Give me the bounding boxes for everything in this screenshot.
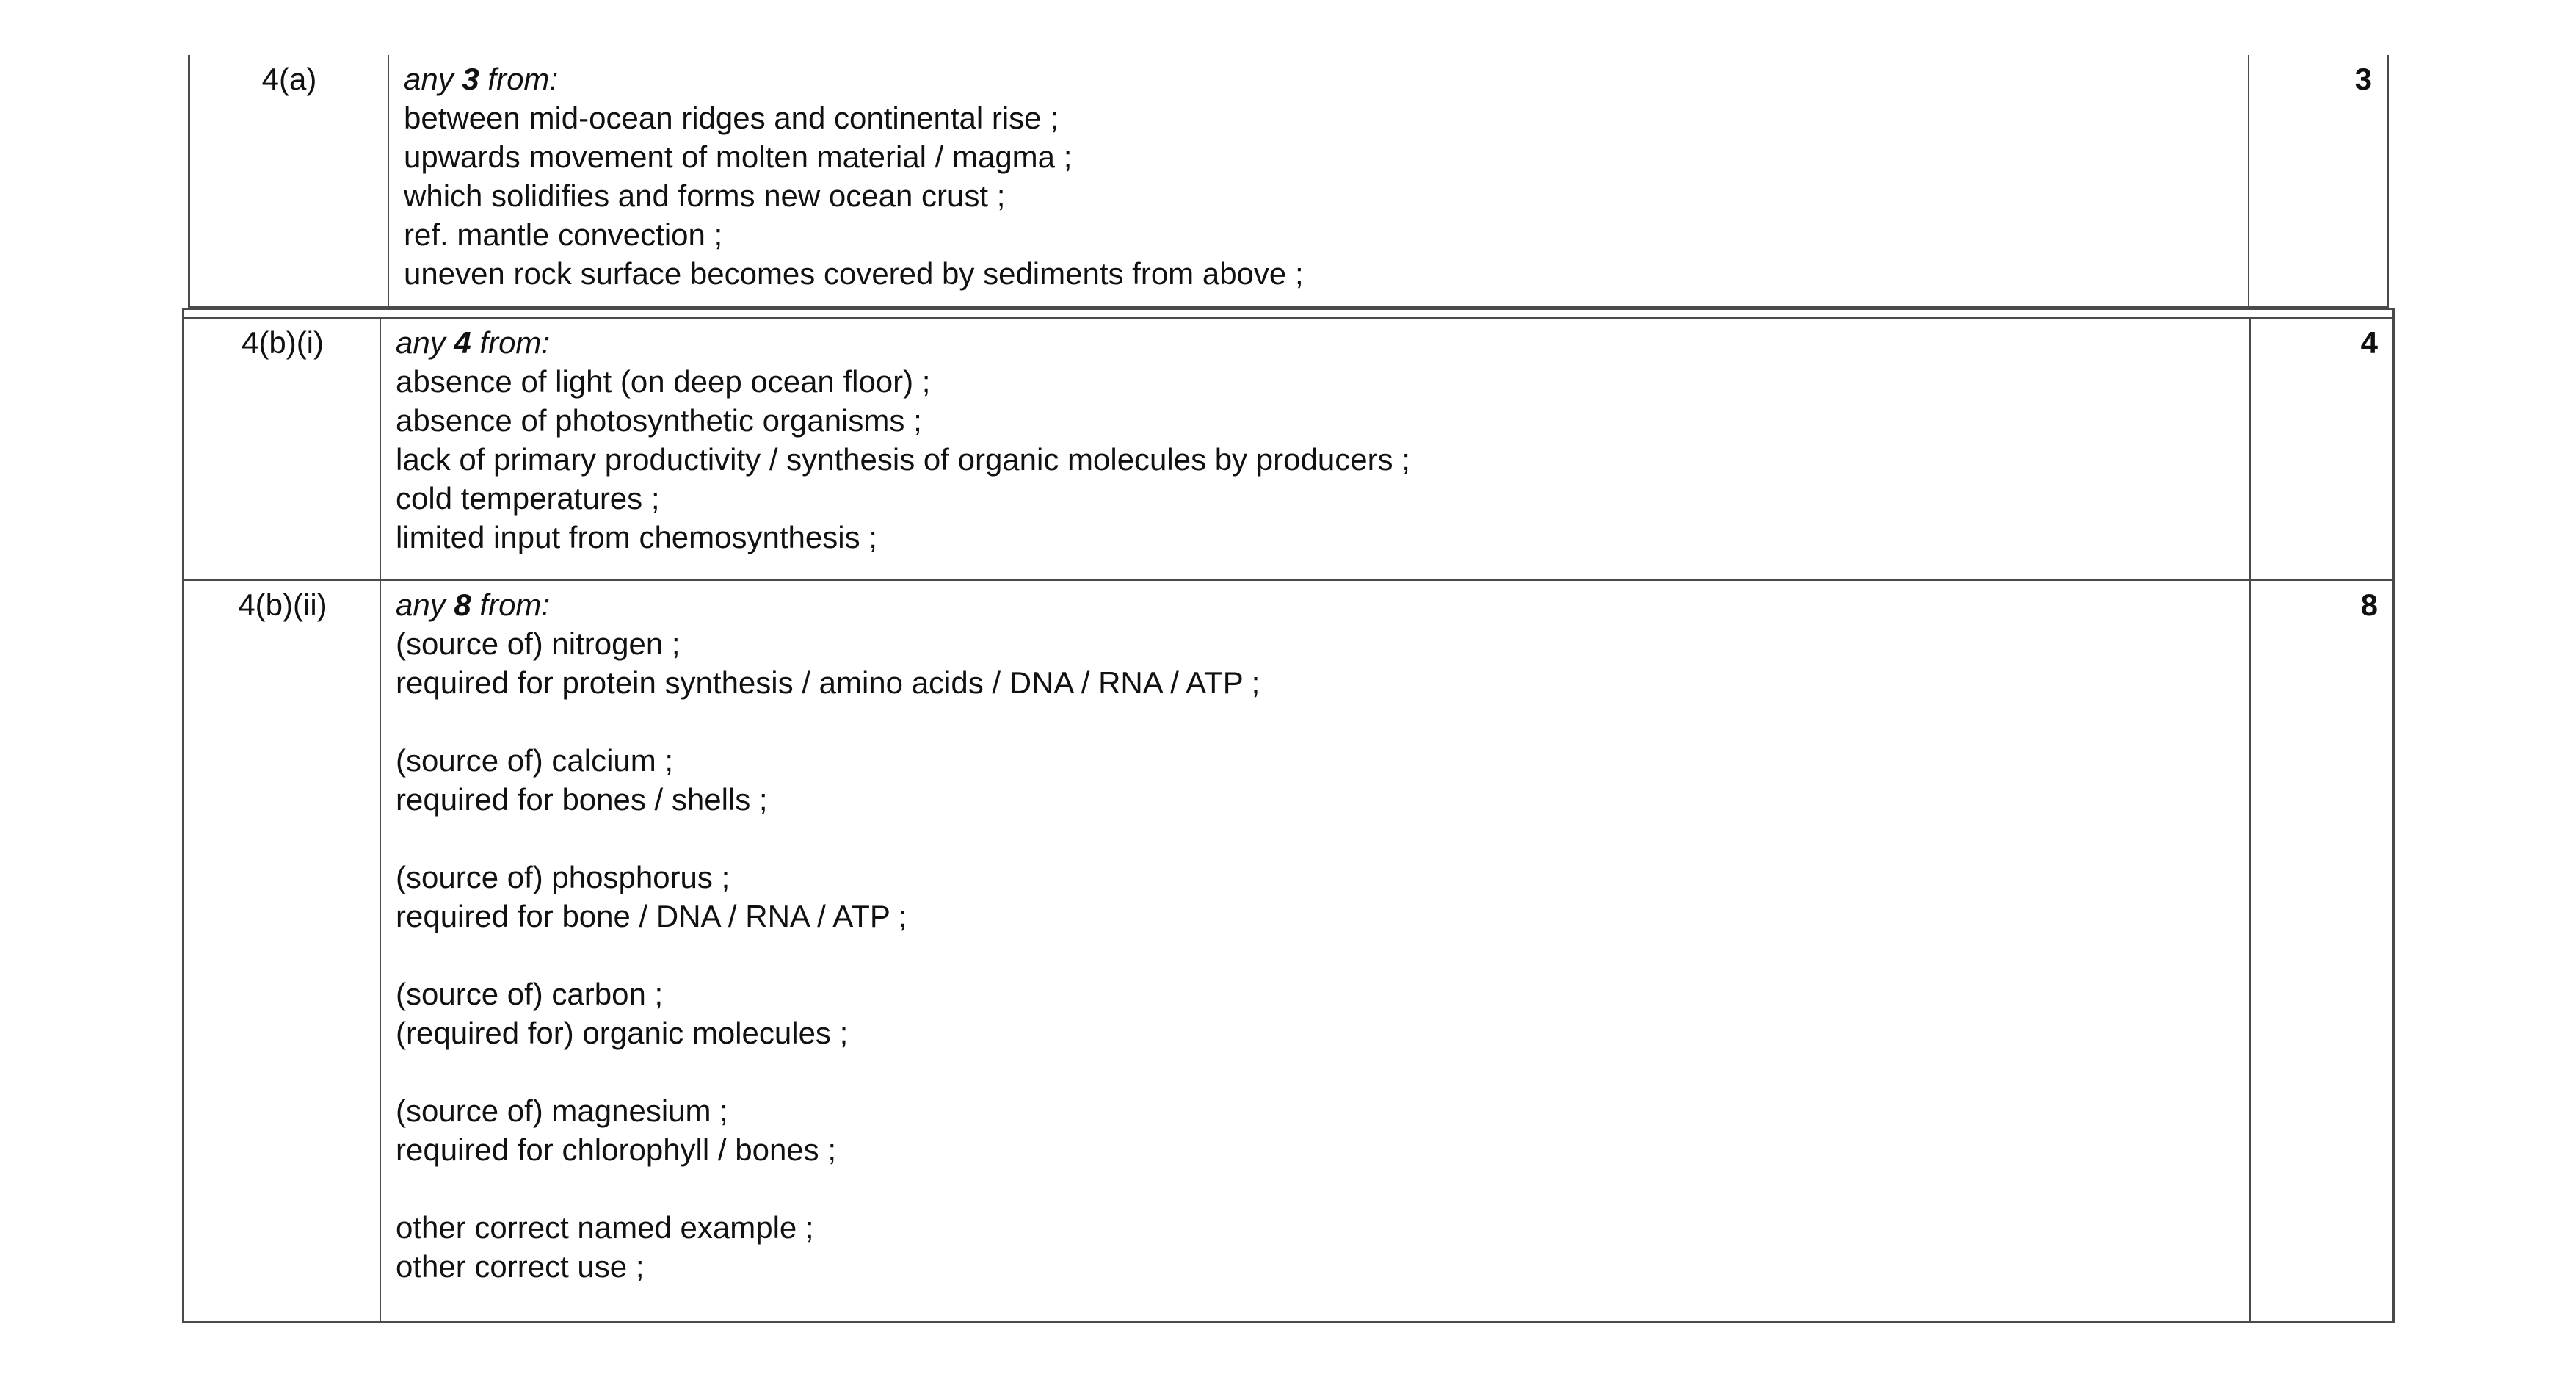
answer-intro: any 4 from: <box>396 325 551 360</box>
answer-cell <box>389 55 2260 306</box>
answer-line: (source of) phosphorus ; <box>396 860 730 894</box>
marks-cell: 3 <box>2354 62 2372 96</box>
answer-line: which solidifies and forms new ocean crust ; <box>404 178 1006 213</box>
answer-line: ref. mantle convection ; <box>404 217 723 252</box>
answer-line: other correct named example ; <box>396 1210 814 1245</box>
mark-scheme-row-4bi <box>184 319 2392 579</box>
answer-line: cold temperatures ; <box>396 481 660 516</box>
mark-scheme-table-4b <box>182 308 2395 1323</box>
answer-line: upwards movement of molten material / magma ; <box>404 140 1073 174</box>
answer-line: (source of) carbon ; <box>396 977 664 1011</box>
answer-line: required for protein synthesis / amino acids / DNA / RNA / ATP ; <box>396 665 1260 700</box>
marks-cell: 8 <box>2360 587 2378 622</box>
question-number: 4(b)(i) <box>242 325 324 360</box>
answer-line-spacer <box>396 936 2246 975</box>
answer-line: other correct use ; <box>396 1249 645 1284</box>
answer-line-spacer <box>396 819 2246 858</box>
answer-line-spacer <box>396 1052 2246 1091</box>
answer-intro: any 3 from: <box>404 62 559 96</box>
question-number: 4(b)(ii) <box>238 587 327 622</box>
answer-line: between mid-ocean ridges and continental rise ; <box>404 101 1059 135</box>
answer-cell <box>381 581 2246 1321</box>
answer-line: (source of) magnesium ; <box>396 1093 728 1128</box>
answer-line: (required for) organic molecules ; <box>396 1016 849 1050</box>
answer-line: required for chlorophyll / bones ; <box>396 1132 836 1167</box>
mark-scheme-row-4a <box>188 55 2389 308</box>
row-separator <box>184 308 2392 310</box>
answer-line: (source of) calcium ; <box>396 743 674 778</box>
answer-intro: any 8 from: <box>396 587 551 622</box>
answer-line: absence of light (on deep ocean floor) ; <box>396 364 931 399</box>
answer-line: required for bone / DNA / RNA / ATP ; <box>396 899 907 933</box>
answer-line: lack of primary productivity / synthesis of organic molecules by producers ; <box>396 442 1410 477</box>
marks-cell: 4 <box>2360 325 2378 360</box>
answer-line: limited input from chemosynthesis ; <box>396 520 877 554</box>
mark-scheme-row-4bii <box>184 581 2392 1321</box>
question-number: 4(a) <box>261 62 317 96</box>
answer-line: absence of photosynthetic organisms ; <box>396 403 922 438</box>
answer-line: uneven rock surface becomes covered by sediments from above ; <box>404 256 1304 291</box>
answer-cell <box>381 319 2246 579</box>
answer-line-spacer <box>396 702 2246 741</box>
answer-line-spacer <box>396 1169 2246 1208</box>
answer-line: (source of) nitrogen ; <box>396 626 681 661</box>
answer-line: required for bones / shells ; <box>396 782 768 817</box>
